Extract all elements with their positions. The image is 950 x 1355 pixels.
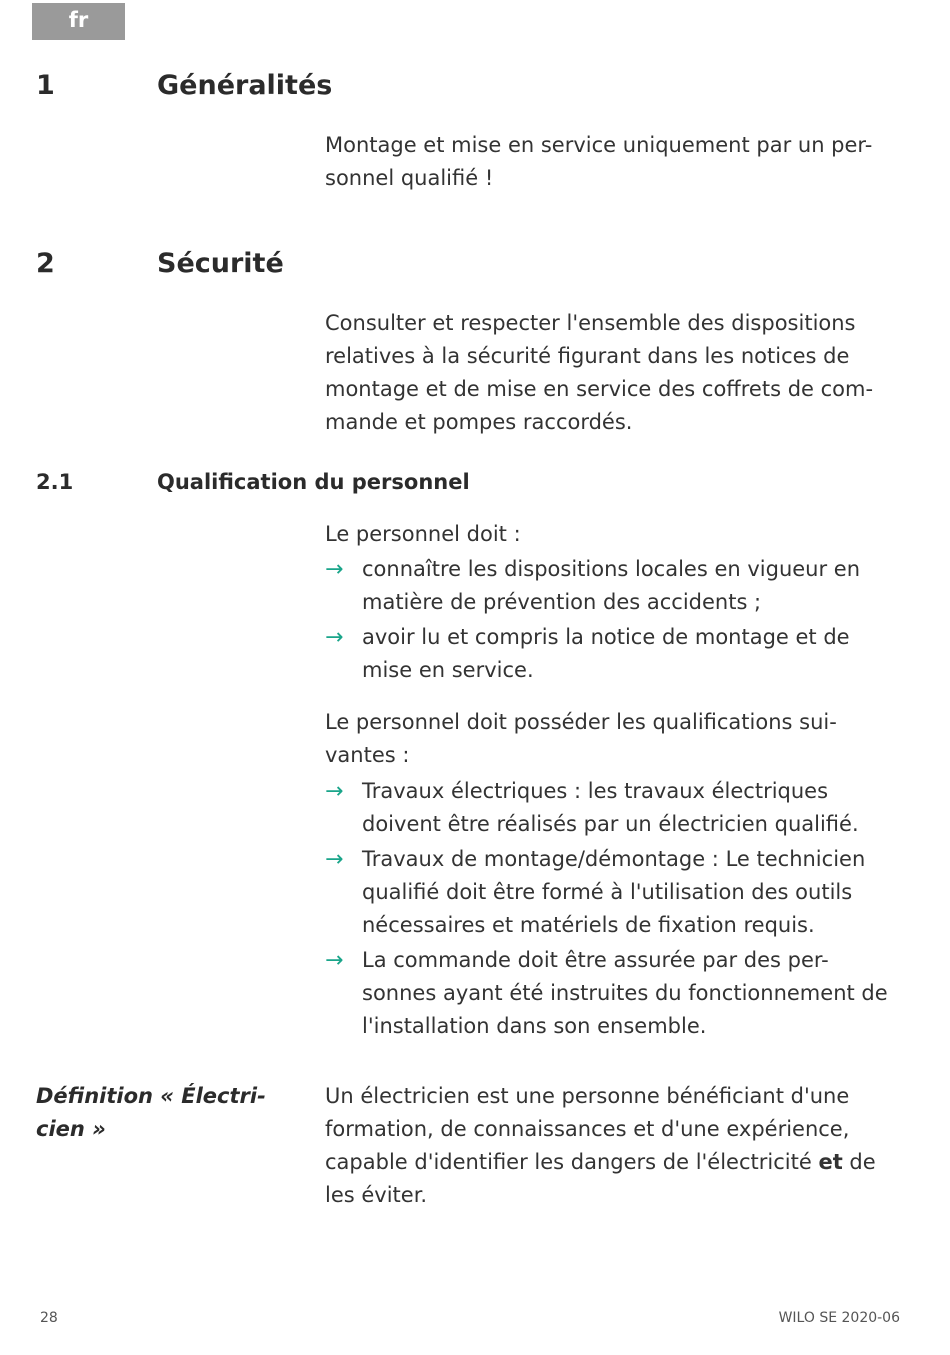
section-paragraph: Consulter et respecter l'ensemble des dispositions relatives à la sécurité figurant dans les notices de montage et de mise en service des coffrets de com-mande et pompes raccordés.	[325, 311, 874, 434]
arrow-right-icon: →	[325, 625, 344, 650]
definition-label: Définition « Électri-cien »	[36, 1084, 266, 1141]
subsection-title: Qualification du personnel	[157, 470, 470, 494]
definition-text-part: de les éviter.	[325, 1150, 876, 1207]
list-item-text: connaître les dispositions locales en vigueur en matière de prévention des accidents ;	[362, 557, 861, 614]
list-item	[325, 553, 905, 619]
arrow-right-icon: →	[325, 948, 344, 973]
section-number: 2	[36, 248, 55, 279]
list-item	[325, 621, 905, 687]
list-item-text: Travaux électriques : les travaux électriques doivent être réalisés par un électricien qualifié.	[362, 779, 859, 836]
arrow-right-icon: →	[325, 847, 344, 872]
arrow-right-icon: →	[325, 779, 344, 804]
list-item-text: avoir lu et compris la notice de montage et de mise en service.	[362, 625, 850, 682]
section-number: 1	[36, 70, 55, 101]
page-number: 28	[40, 1310, 58, 1326]
qualifications-list	[325, 775, 895, 1045]
list-item-text: La commande doit être assurée par des per-sonnes ayant été instruites du fonctionnement de l'installation dans son ensemble.	[362, 948, 888, 1038]
list-intro: Le personnel doit :	[325, 522, 521, 546]
requirements-list	[325, 553, 905, 689]
list-item	[325, 843, 895, 942]
definition-text	[325, 1080, 890, 1212]
section-title: Généralités	[157, 70, 333, 101]
list-item-text: Travaux de montage/démontage : Le technicien qualifié doit être formé à l'utilisation des outils nécessaires et matériels de fixation requis.	[362, 847, 866, 937]
subsection-number: 2.1	[36, 470, 74, 494]
list-item	[325, 775, 895, 841]
arrow-right-icon: →	[325, 557, 344, 582]
definition-text-bold: et	[818, 1150, 843, 1174]
definition-text-part: Un électricien est une personne bénéficiant d'une formation, de connaissances et d'une expérience, capable d'identifier les dangers de l'électricité	[325, 1084, 850, 1174]
section-paragraph: Montage et mise en service uniquement par un per-sonnel qualifié !	[325, 133, 873, 190]
list-intro: Le personnel doit posséder les qualifications sui-vantes :	[325, 710, 837, 767]
language-tab: fr	[32, 3, 125, 40]
publisher-footer: WILO SE 2020-06	[778, 1310, 900, 1326]
list-item	[325, 944, 895, 1043]
section-title: Sécurité	[157, 248, 284, 279]
